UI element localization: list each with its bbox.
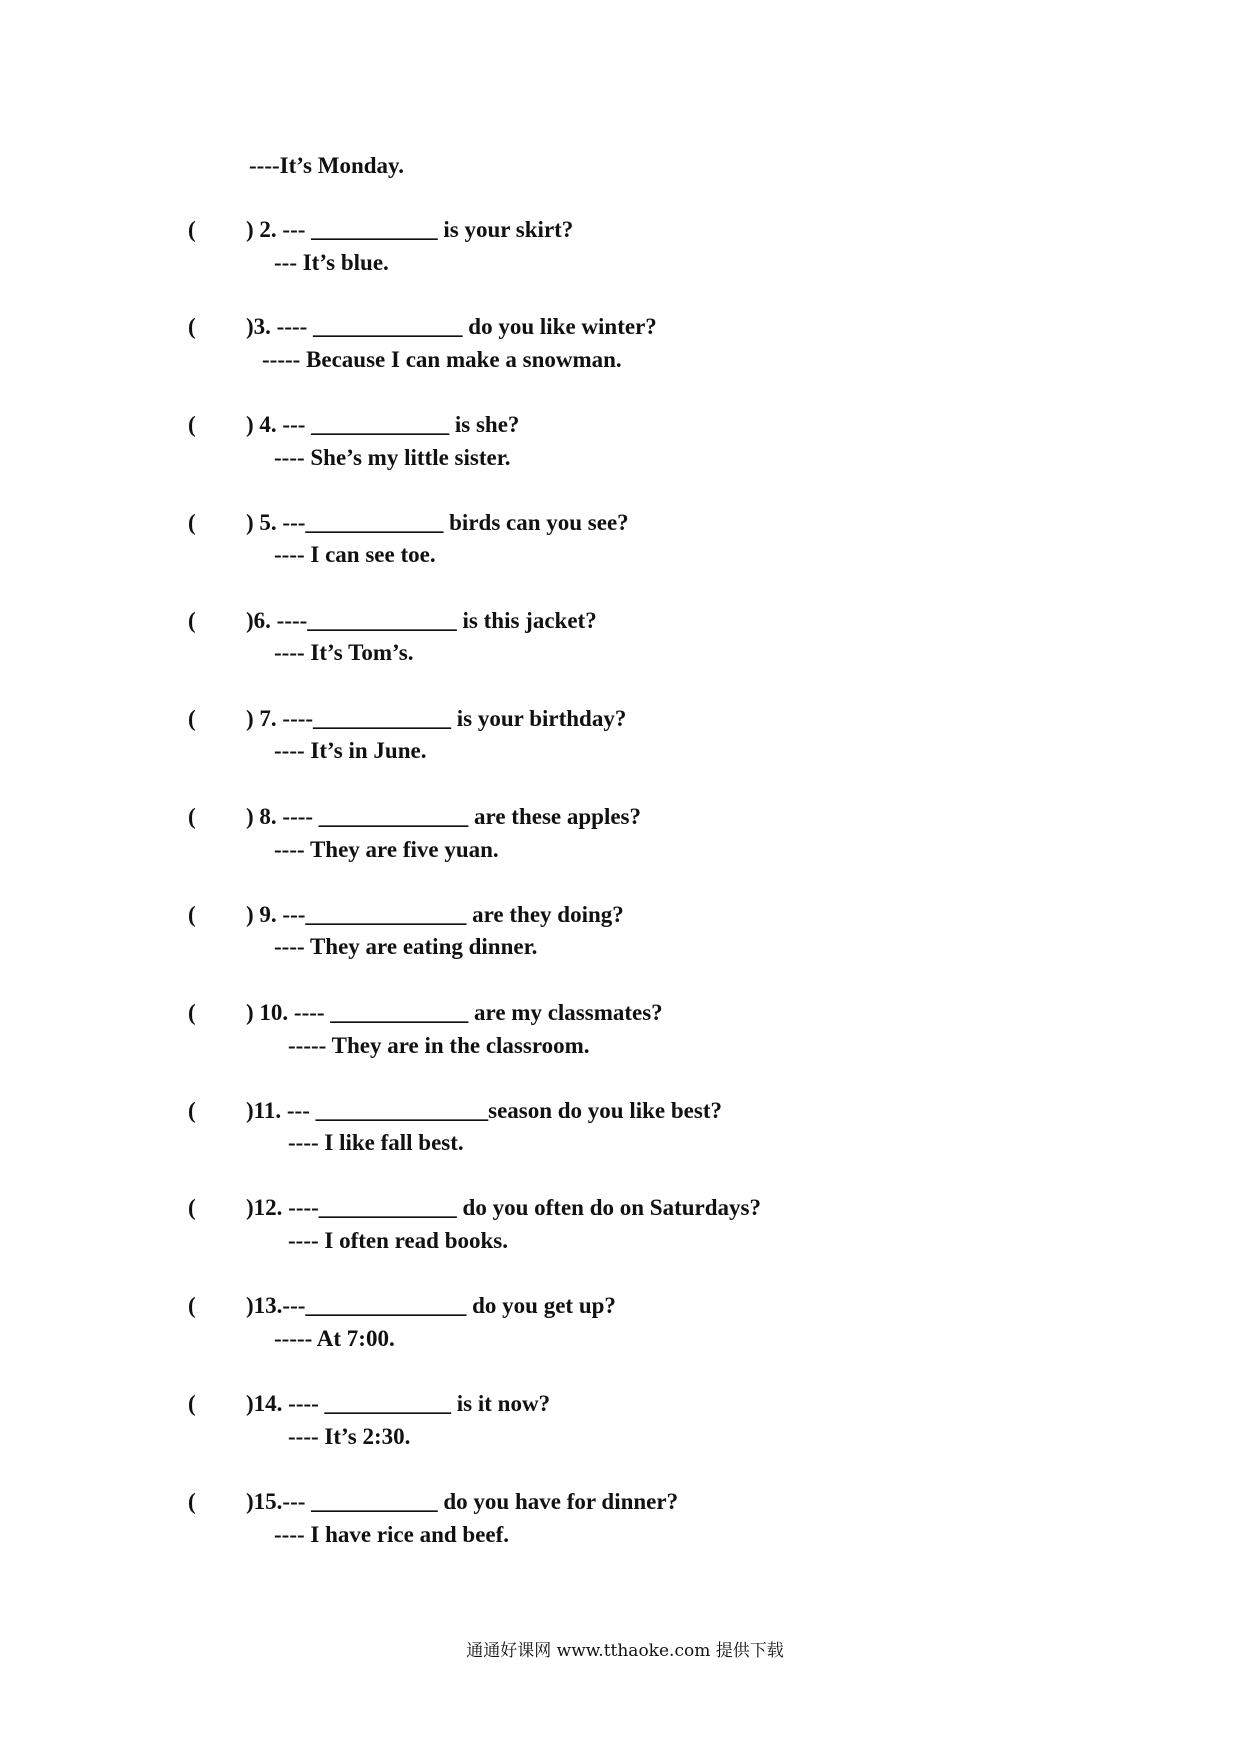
question-3: )3. ---- _____________ do you like winter? <box>246 314 657 339</box>
answer-10: ----- They are in the classroom. <box>288 1033 590 1058</box>
answer-5: ---- I can see toe. <box>274 542 436 567</box>
answer-paren: ( <box>188 804 196 829</box>
answer-paren: ( <box>188 1098 196 1123</box>
answer-paren: ( <box>188 510 196 535</box>
question-11: )11. --- _______________season do you like best? <box>246 1098 722 1123</box>
question-9: ) 9. ---______________ are they doing? <box>246 902 624 927</box>
answer-paren: ( <box>188 1293 196 1318</box>
answer-paren: ( <box>188 314 196 339</box>
answer-paren: ( <box>188 1195 196 1220</box>
answer-6: ---- It’s Tom’s. <box>274 640 414 665</box>
answer-paren: ( <box>188 706 196 731</box>
question-4: ) 4. --- ____________ is she? <box>246 412 520 437</box>
answer-12: ---- I often read books. <box>288 1228 508 1253</box>
answer-8: ---- They are five yuan. <box>274 837 499 862</box>
intro-answer: ----It’s Monday. <box>249 153 405 178</box>
answer-13: ----- At 7:00. <box>274 1326 395 1351</box>
answer-paren: ( <box>188 902 196 927</box>
question-14: )14. ---- ___________ is it now? <box>246 1391 551 1416</box>
answer-paren: ( <box>188 1391 196 1416</box>
answer-11: ---- I like fall best. <box>288 1130 464 1155</box>
answer-15: ---- I have rice and beef. <box>274 1522 510 1547</box>
question-6: )6. ----_____________ is this jacket? <box>246 608 597 633</box>
question-12: )12. ----____________ do you often do on Saturdays? <box>246 1195 761 1220</box>
answer-paren: ( <box>188 217 196 242</box>
answer-14: ---- It’s 2:30. <box>288 1424 411 1449</box>
question-7: ) 7. ----____________ is your birthday? <box>246 706 627 731</box>
question-15: )15.--- ___________ do you have for dinner? <box>246 1489 679 1514</box>
answer-paren: ( <box>188 412 196 437</box>
answer-paren: ( <box>188 1000 196 1025</box>
answer-7: ---- It’s in June. <box>274 738 427 763</box>
question-2: ) 2. --- ___________ is your skirt? <box>246 217 574 242</box>
question-5: ) 5. ---____________ birds can you see? <box>246 510 629 535</box>
question-8: ) 8. ---- _____________ are these apples? <box>246 804 641 829</box>
answer-4: ---- She’s my little sister. <box>274 445 511 470</box>
question-10: ) 10. ---- ____________ are my classmates? <box>246 1000 663 1025</box>
footer-source: 通通好课网 www.tthaoke.com 提供下载 <box>466 1641 784 1661</box>
answer-2: --- It’s blue. <box>274 250 389 275</box>
answer-3: ----- Because I can make a snowman. <box>262 347 622 372</box>
question-13: )13.---______________ do you get up? <box>246 1293 616 1318</box>
answer-paren: ( <box>188 1489 196 1514</box>
answer-9: ---- They are eating dinner. <box>274 934 538 959</box>
answer-paren: ( <box>188 608 196 633</box>
